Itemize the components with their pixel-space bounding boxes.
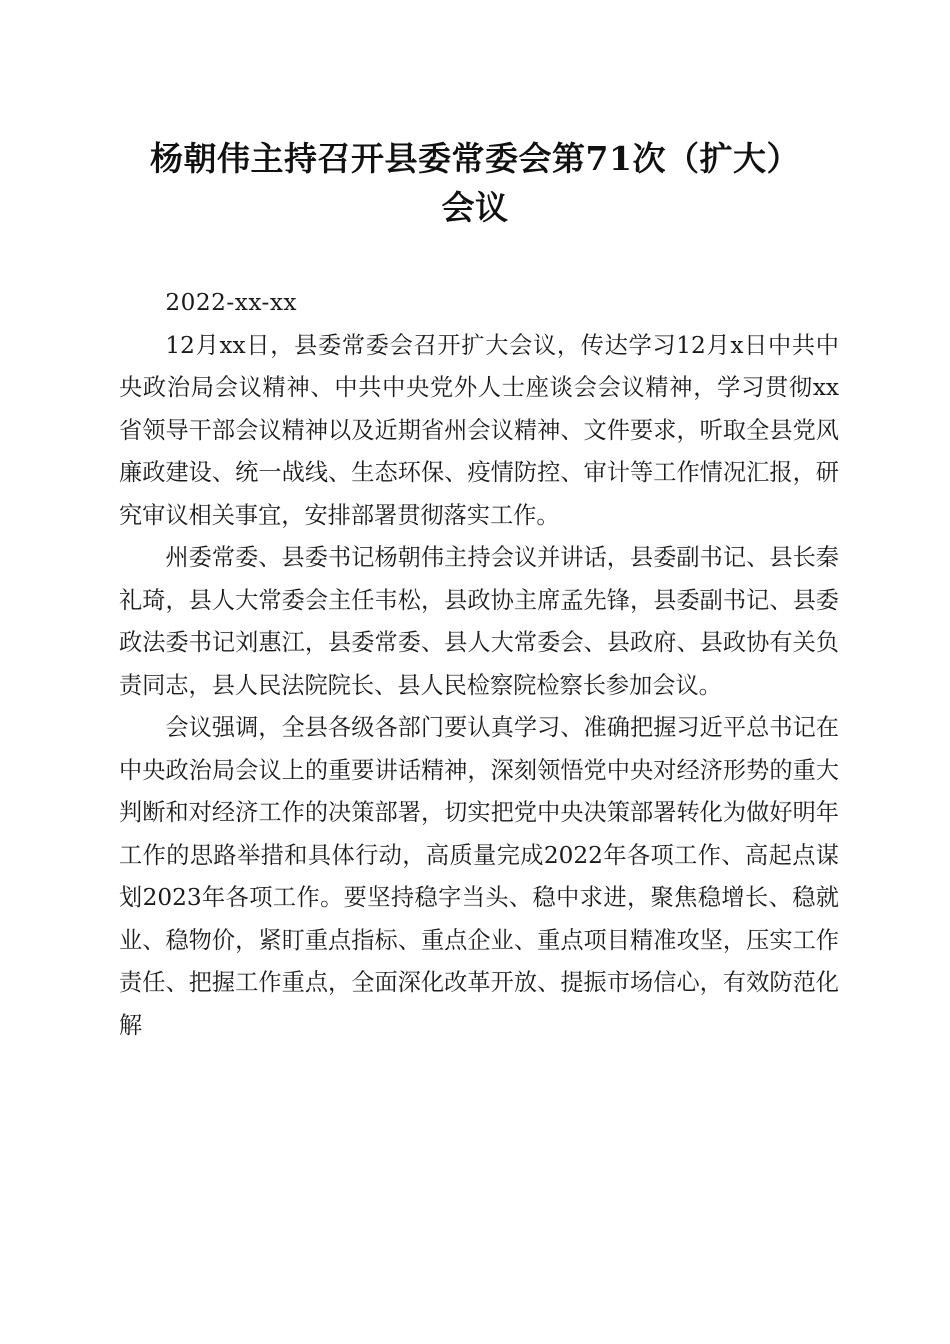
- document-body: [119, 282, 839, 1047]
- paragraph-meeting-emphasis: 会议强调，全县各级各部门要认真学习、准确把握习近平总书记在中央政治局会议上的重要讲话精神，深刻领悟党中央对经济形势的重大判断和对经济工作的决策部署，切实把党中央决策部署转化为做好明年工作的思路举措和具体行动，高质量完成2022年各项工作、高起点谋划2023年各项工作。要坚持稳字当头、稳中求进，聚焦稳增长、稳就业、稳物价，紧盯重点指标、重点企业、重点项目精准攻坚，压实工作责任、把握工作重点，全面深化改革开放、提振市场信心，有效防范化解: [119, 714, 839, 1039]
- document-title: [100, 134, 850, 232]
- document-date: 2022-xx-xx: [165, 289, 297, 316]
- paragraph-meeting-summary: 12月xx日，县委常委会召开扩大会议，传达学习12月x日中共中央政治局会议精神、中共中央党外人士座谈会会议精神，学习贯彻xx省领导干部会议精神以及近期省州会议精神、文件要求，听取全县党风廉政建设、统一战线、生态环保、疫情防控、审计等工作情况汇报，研究审议相关事宜，安排部署贯彻落实工作。: [119, 331, 839, 529]
- paragraph-attendees: 州委常委、县委书记杨朝伟主持会议并讲话，县委副书记、县长秦礼琦，县人大常委会主任韦松，县政协主席孟先锋，县委副书记、县委政法委书记刘惠江，县委常委、县人大常委会、县政府、县政协有关负责同志，县人民法院院长、县人民检察院检察长参加会议。: [119, 544, 839, 699]
- title-line-1: 杨朝伟主持召开县委常委会第71次（扩大）: [150, 139, 800, 178]
- title-line-2: 会议: [441, 188, 509, 227]
